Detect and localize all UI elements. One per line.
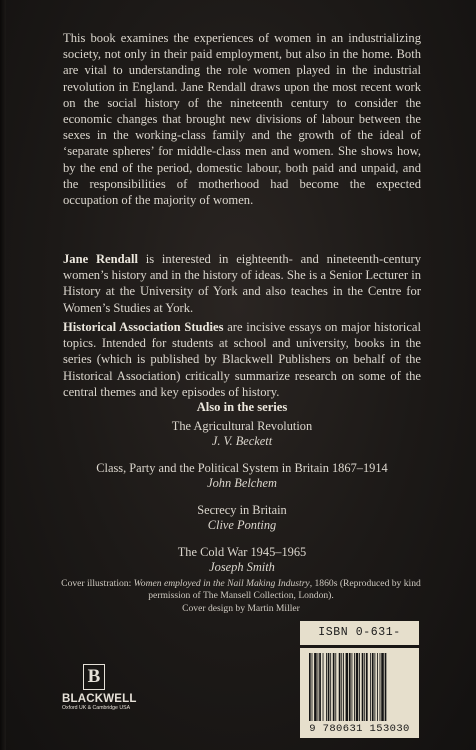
barcode-bar [349, 653, 351, 721]
barcode-bar [343, 653, 344, 721]
series-description: are incisive essays on major historical topics. Intended for students at school and university, books in the series (which is published by Blackwell Publishers on behalf of the Historical Association) critically summarize research on some of the central themes and key episodes of history. [63, 320, 422, 399]
barcode-bar [356, 653, 359, 721]
barcode-bar [381, 653, 384, 721]
blurb-paragraph-author [63, 251, 421, 316]
barcode-bar [354, 653, 355, 721]
series-book-list [63, 419, 421, 587]
isbn-label: ISBN 0-631- [300, 621, 419, 645]
series-book-title: Secrecy in Britain [197, 503, 287, 517]
series-book-title: The Cold War 1945–1965 [177, 545, 307, 559]
series-book-author: Clive Ponting [207, 518, 277, 532]
series-book-title: Class, Party and the Political System in Britain 1867–1914 [96, 461, 388, 475]
barcode-bar [352, 653, 353, 721]
credits-prefix: Cover illustration: [61, 578, 134, 589]
barcode-bar [364, 653, 365, 721]
blurb-paragraph-series [63, 319, 421, 400]
also-in-series-heading: Also in the series [196, 400, 288, 414]
illustration-title: Women employed in the Nail Making Industry [133, 578, 310, 589]
series-name: Historical Association Studies [63, 320, 224, 334]
series-book-author: Joseph Smith [209, 560, 275, 574]
barcode-bar [374, 653, 375, 721]
barcode-bars-icon [309, 653, 410, 721]
cover-design-credit: Cover design by Martin Miller [182, 602, 300, 614]
barcode-bar [362, 653, 364, 721]
barcode-number: 9 780631 153030 [309, 723, 410, 735]
series-book-item [63, 545, 421, 575]
barcode-bar [312, 653, 313, 721]
barcode-bar [366, 653, 368, 721]
series-book-item [63, 503, 421, 533]
barcode-bar [328, 653, 330, 721]
series-book-item [63, 419, 421, 449]
publisher-mark-icon: B [83, 664, 105, 690]
blurb-paragraph-summary: This book examines the experiences of women in an industrializing society, not only in their paid employment, but also in the home. Both are vital to understanding the role women played in the industrial revolution in England. Jane Rendall draws upon the most recent work on the social history of the nineteenth century to consider the economic changes that brought new divisions of labour between the sexes in the working-class family and the growth of the ideal of ‘separate spheres’ for middle-class men and women. She shows how, by the end of the period, domestic labour, both paid and unpaid, and the responsibilities of motherhood had become the expected occupation of the majority of women. [63, 31, 421, 208]
barcode-bar [346, 653, 349, 721]
barcode-bar [309, 653, 311, 721]
barcode-bar [359, 653, 360, 721]
barcode-bar [330, 653, 331, 721]
series-book-title: The Agricultural Revolution [171, 419, 313, 433]
barcode-bar [333, 653, 335, 721]
author-bio: is interested in eighteenth- and nineteenth-century women’s history and in the history of ideas. She is a Senior Lecturer in History at the University of York and also teaches in the Centre for Women’s Studies at York. [63, 252, 421, 315]
barcode-bar [339, 653, 341, 721]
barcode-bar [318, 653, 319, 721]
credits-suffix: , 1860s (Reproduced by kind permission of The Mansell Collection, London). [148, 578, 421, 602]
series-book-author: J. V. Beckett [211, 434, 273, 448]
publisher-places: Oxford UK & Cambridge USA [62, 705, 131, 711]
barcode-bar [326, 653, 327, 721]
spine-edge [0, 0, 6, 750]
blackwell-logo [62, 664, 137, 711]
series-book-item [63, 461, 421, 491]
barcode-bar [377, 653, 378, 721]
barcode-bar [323, 653, 324, 721]
series-book-author: John Belchem [207, 476, 277, 490]
barcode-bar [319, 653, 321, 721]
publisher-name: BLACKWELL [62, 693, 137, 705]
cover-credits [55, 578, 427, 615]
barcode-bar [385, 653, 387, 721]
barcode [300, 648, 419, 738]
barcode-bar [370, 653, 371, 721]
barcode-bar [380, 653, 381, 721]
author-name: Jane Rendall [63, 252, 138, 266]
barcode-bar [341, 653, 342, 721]
barcode-bar [314, 653, 317, 721]
barcode-bar [335, 653, 336, 721]
barcode-bar [372, 653, 374, 721]
